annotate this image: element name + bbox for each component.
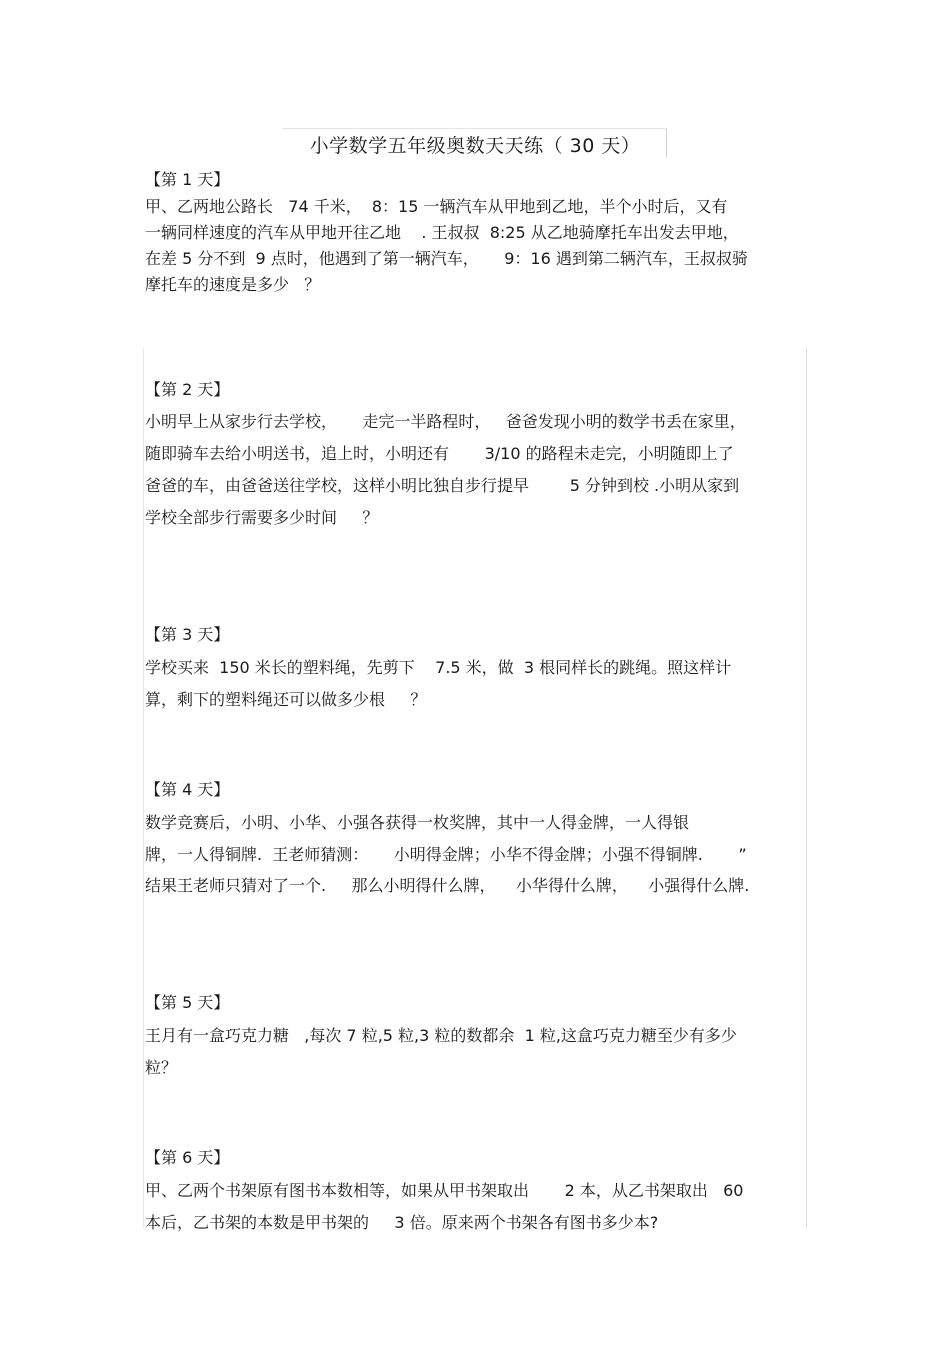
content-frame-left-edge — [143, 348, 144, 1228]
day-4-problem: 数学竞赛后，小明、小华、小强各获得一枚奖牌，其中一人得金牌，一人得银 牌，一人得铜牌. 王老师猜测： 小明得金牌；小华不得金牌；小强不得铜牌. ” 结果王老师只猜对了一个. 那么小明得什么牌， 小华得什么牌， 小强得什么牌. — [145, 813, 750, 895]
day-5-heading: 【第 5 天】 — [145, 993, 230, 1012]
day-6-problem: 甲、乙两个书架原有图书本数相等，如果从甲书架取出 2 本，从乙书架取出 60 本后，乙书架的本数是甲书架的 3 倍。原来两个书架各有图书多少本? — [145, 1181, 744, 1232]
day-3-section — [145, 623, 810, 715]
day-2-section — [145, 378, 810, 534]
day-6-section — [145, 1146, 810, 1238]
day-3-problem: 学校买来 150 米长的塑料绳，先剪下 7.5 米，做 3 根同样长的跳绳。照这样计 算，剩下的塑料绳还可以做多少根 ？ — [145, 658, 732, 709]
day-5-problem: 王月有一盒巧克力糖 ,每次 7 粒,5 粒,3 粒的数都余 1 粒,这盒巧克力糖至少有多少 粒？ — [145, 1026, 737, 1077]
day-6-heading: 【第 6 天】 — [145, 1148, 230, 1167]
document-title: 小学数学五年级奥数天天练（ 30 天） — [309, 135, 641, 157]
day-4-heading: 【第 4 天】 — [145, 780, 230, 799]
day-1-heading: 【第 1 天】 — [145, 170, 230, 189]
day-3-heading: 【第 3 天】 — [145, 625, 230, 644]
day-5-section — [145, 991, 810, 1083]
day-2-heading: 【第 2 天】 — [145, 380, 230, 399]
day-1-problem: 甲、乙两地公路长 74 千米， 8：15 一辆汽车从甲地到乙地，半个小时后，又有 一辆同样速度的汽车从甲地开往乙地 . 王叔叔 8:25 从乙地骑摩托车出发去甲地， 在差 5 分不到 9 点时，他遇到了第一辆汽车， 9：16 遇到第二辆汽车，王叔叔骑 摩托车的速度是多少 ？ — [145, 197, 748, 294]
day-1-section — [145, 168, 810, 298]
day-2-problem: 小明早上从家步行去学校， 走完一半路程时， 爸爸发现小明的数学书丢在家里， 随即骑车去给小明送书，追上时，小明还有 3/10 的路程未走完，小明随即上了 爸爸的车，由爸爸送往学校，这样小明比独自步行提早 5 分钟到校 .小明从家到 学校全部步行需要多少时间 ？ — [145, 412, 746, 527]
day-4-section — [145, 778, 810, 902]
